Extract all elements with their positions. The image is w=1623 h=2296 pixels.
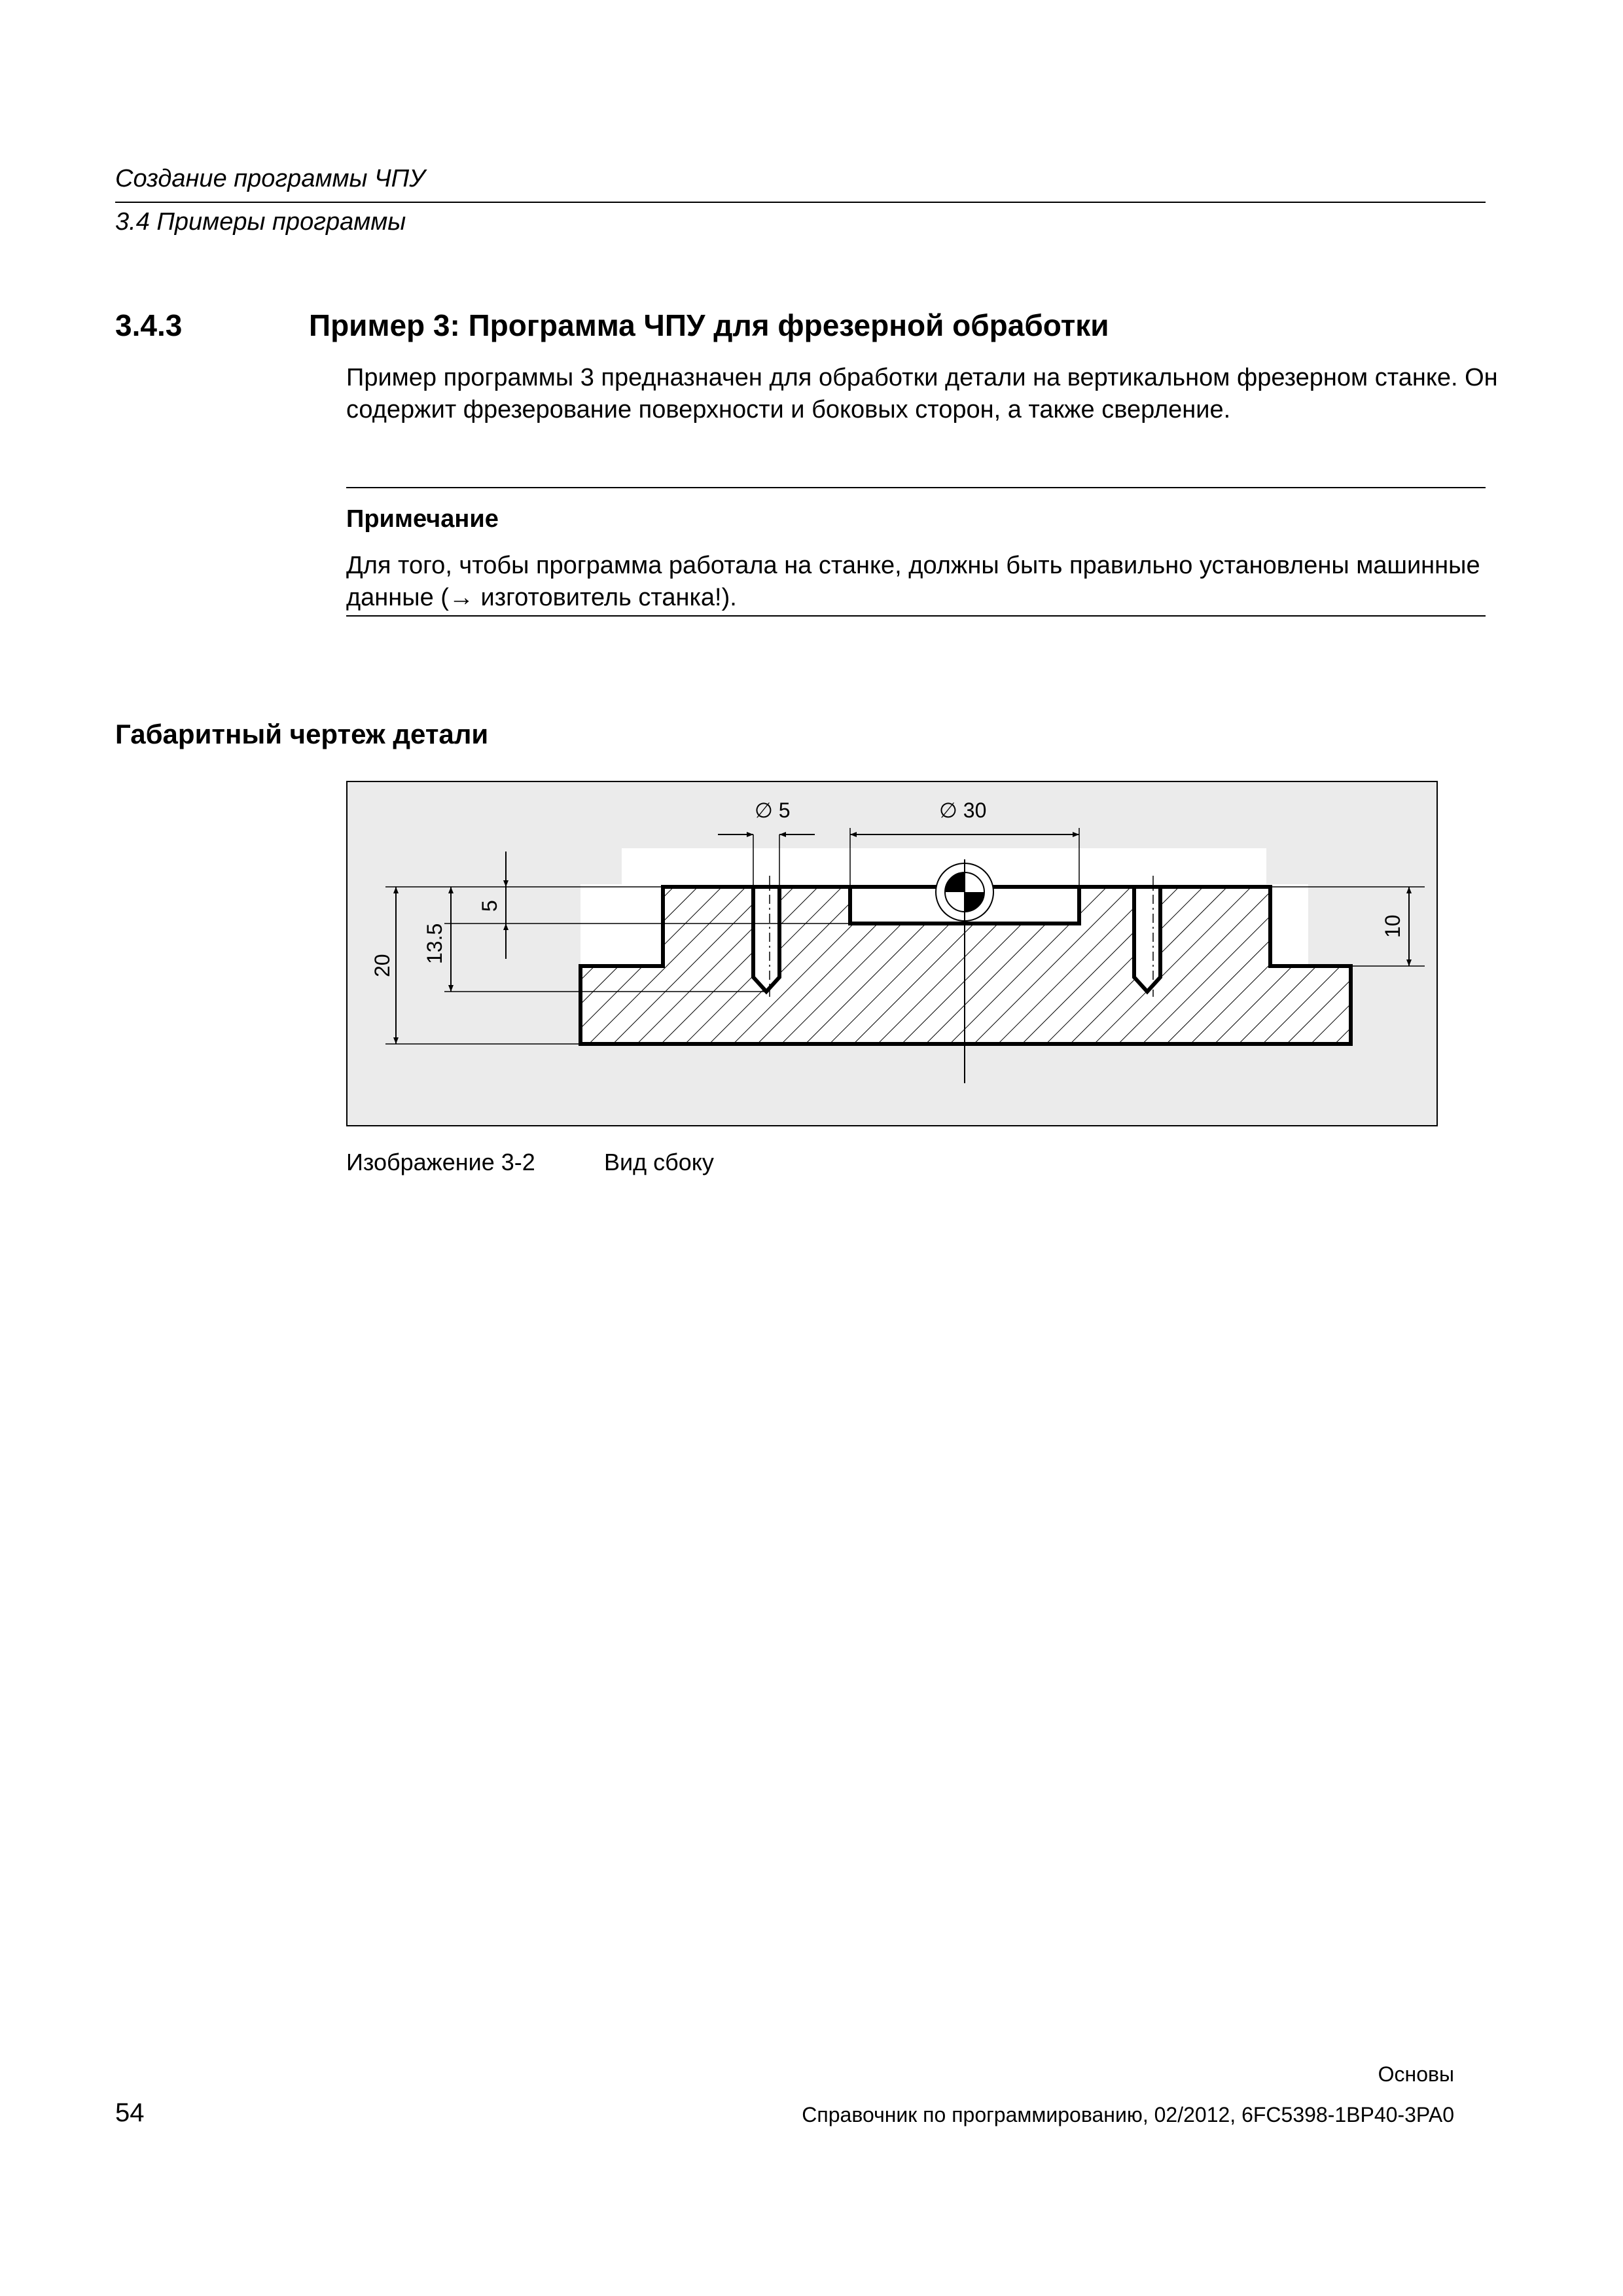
section-number: 3.4.3 xyxy=(115,308,183,342)
intro-paragraph: Пример программы 3 предназначен для обработки детали на вертикальном фрезерном станке. Он содержит фрезерование поверхности и боковых сторон, а также сверление. xyxy=(346,364,1498,423)
hole-right xyxy=(1134,887,1160,992)
footer-reference: Справочник по программированию, 02/2012, 6FC5398-1BP40-3PA0 xyxy=(802,2103,1454,2126)
figure-label: Изображение 3-2 xyxy=(346,1149,535,1175)
running-header-chapter: Создание программы ЧПУ xyxy=(115,165,425,192)
note-top-rule xyxy=(346,487,1486,488)
section-title: Пример 3: Программа ЧПУ для фрезерной обработки xyxy=(309,308,1109,342)
footer-book: Основы xyxy=(1378,2062,1454,2086)
dim-hole-diameter: ∅ 5 xyxy=(755,798,791,822)
dim-pocket-depth: 5 xyxy=(478,900,501,912)
figure-caption: Вид сбоку xyxy=(604,1149,714,1175)
note-title: Примечание xyxy=(346,505,499,533)
note-text: Для того, чтобы программа работала на станке, должны быть правильно установлены машинные данные (→ изготовитель станка!). xyxy=(346,552,1480,611)
header-rule xyxy=(115,202,1486,203)
dim-overall-height: 20 xyxy=(370,954,394,977)
dim-hole-depth: 13.5 xyxy=(423,923,446,964)
hole-left xyxy=(753,887,779,992)
running-header-section: 3.4 Примеры программы xyxy=(115,208,406,236)
drawing-heading: Габаритный чертеж детали xyxy=(115,719,489,749)
dim-pocket-diameter: ∅ 30 xyxy=(939,798,987,822)
part-side-view-drawing xyxy=(346,781,1438,1126)
note-bottom-rule xyxy=(346,615,1486,617)
page-number: 54 xyxy=(115,2098,145,2127)
dim-step-height: 10 xyxy=(1381,914,1404,938)
